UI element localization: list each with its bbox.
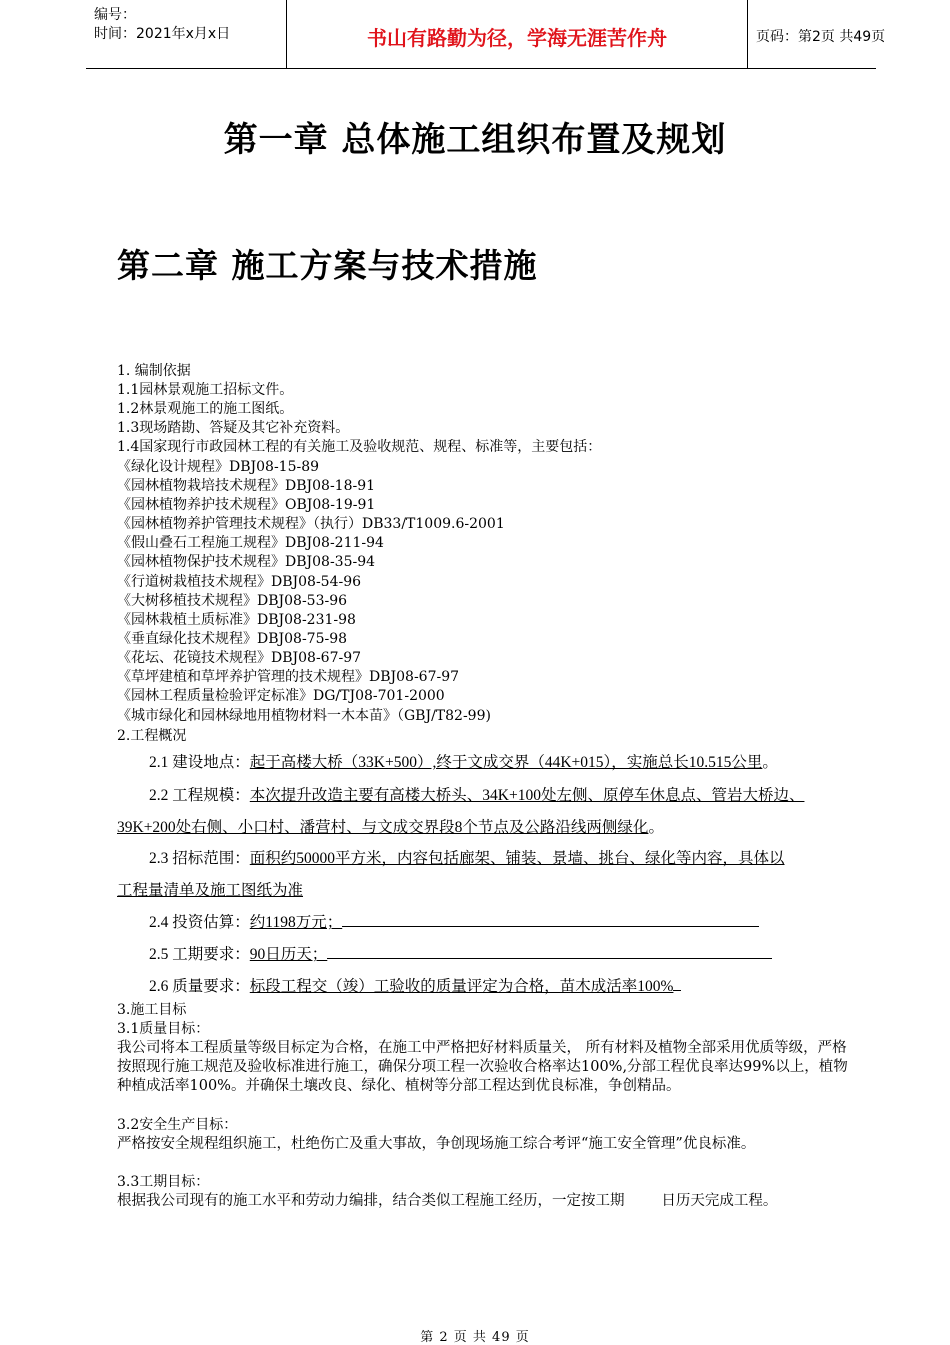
document-date-label: 时间：2021年x月x日 <box>94 26 231 42</box>
basis-item: 1.1园林景观施工招标文件。 <box>117 382 294 398</box>
basis-item: 1.3现场踏勘、答疑及其它补充资料。 <box>117 420 350 437</box>
header-info-cell <box>86 0 286 68</box>
basis-item: 《园林植物养护管理技术规程》（执行）DB33/T1009.6-2001 <box>117 516 505 533</box>
document-number-label: 编号： <box>94 7 136 23</box>
header-page-cell <box>746 0 886 68</box>
basis-item: 《假山叠石工程施工规程》DBJ08-211-94 <box>117 535 384 552</box>
basis-item: 《垂直绿化技术规程》DBJ08-75-98 <box>117 630 348 647</box>
scale-value-1: 本次提升改造主要有高楼大桥头、34K+100处左侧、原停车休息点、管岩大桥边、 <box>249 787 805 804</box>
scale-end: 。 <box>648 819 664 836</box>
schedule-goal-text: 根据我公司现有的施工水平和劳动力编排，结合类似工程施工经历，一定按工期 日历天完成工程。 <box>117 1193 778 1209</box>
quality-value: 标段工程交（竣）工验收的质量评定为合格，苗木成活率100% <box>249 978 674 995</box>
goals-heading: 3.施工目标 <box>117 1002 187 1018</box>
overview-period <box>117 939 849 971</box>
period-blank-line <box>327 942 772 959</box>
basis-item: 《绿化设计规程》DBJ08-15-89 <box>117 458 320 475</box>
safety-goal-text: 严格按安全规程组织施工，杜绝伤亡及重大事故，争创现场施工综合考评“施工安全管理”优良标准。 <box>117 1136 756 1152</box>
header-motto: 书山有路勤为径，学海无涯苦作舟 <box>367 26 667 50</box>
investment-label: 2.4 投资估算： <box>149 914 250 931</box>
page-header <box>86 0 886 69</box>
chapter-2-title: 第二章 施工方案与技术措施 <box>117 246 538 285</box>
basis-item: 《草坪建植和草坪养护管理的技术规程》DBJ08-67-97 <box>117 669 460 686</box>
location-end: 。 <box>762 754 778 771</box>
basis-item: 《花坛、花镜技术规程》DBJ08-67-97 <box>117 650 362 667</box>
basis-item: 《园林工程质量检验评定标准》DG/TJ08-701-2000 <box>117 688 445 705</box>
scope-label: 2.3 招标范围： <box>149 850 250 867</box>
basis-item: 《园林植物栽培技术规程》DBJ08-18-91 <box>117 477 376 494</box>
header-page-number: 页码：第2页 共49页 <box>756 29 886 45</box>
quality-goal-heading: 3.1质量目标： <box>117 1021 210 1037</box>
schedule-goal-heading: 3.3工期目标： <box>117 1174 210 1190</box>
overview-scope <box>117 843 849 907</box>
quality-blank-line <box>673 974 681 991</box>
scope-value-1: 面积约50000平方米，内容包括廊架、铺装、景墙、挑台、绿化等内容，具体以 <box>249 850 785 867</box>
chapter-1-title: 第一章 总体施工组织布置及规划 <box>223 120 727 160</box>
basis-item: 《园林栽植土质标准》DBJ08-231-98 <box>117 611 356 628</box>
basis-item: 《行道树栽植技术规程》DBJ08-54-96 <box>117 573 362 590</box>
scope-value-2: 工程量清单及施工图纸为准 <box>117 882 304 899</box>
basis-item: 《园林植物保护技术规程》DBJ08-35-94 <box>117 554 376 571</box>
header-motto-cell <box>286 0 748 68</box>
basis-item: 1.4国家现行市政园林工程的有关施工及验收规范、规程、标准等，主要包括： <box>117 439 602 456</box>
basis-item: 《城市绿化和园林绿地用植物材料一木本苗》（GBJ/T82-99) <box>117 707 491 724</box>
basis-heading: 1. 编制依据 <box>117 363 191 379</box>
overview-scale <box>117 780 849 844</box>
investment-blank-line <box>342 910 759 927</box>
location-label: 2.1 建设地点： <box>149 754 250 771</box>
overview-heading: 2.工程概况 <box>117 728 187 744</box>
safety-goal-heading: 3.2安全生产目标： <box>117 1117 238 1133</box>
scale-value-2: 39K+200处右侧、小口村、潘营村、与文成交界段8个节点及公路沿线两侧绿化 <box>117 819 649 836</box>
quality-goal-text: 我公司将本工程质量等级目标定为合格，在施工中严格把好材料质量关， 所有材料及植物全部采用优质等级，严格按照现行施工规范及验收标准进行施工，确保分项工程一次验收合格率达100%,分部工程优良率达99%以上，植物种植成活率100%。并确保土壤改良、绿化、植树等分部工程达到优良标准，争创精品。 <box>117 1040 848 1094</box>
period-value: 90日历天； <box>249 946 328 963</box>
overview-investment <box>117 907 849 939</box>
quality-label: 2.6 质量要求： <box>149 978 250 995</box>
page-footer: 第 2 页 共 49 页 <box>420 1330 530 1345</box>
scale-label: 2.2 工程规模： <box>149 787 250 804</box>
basis-item: 1.2林景观施工的施工图纸。 <box>117 401 294 418</box>
overview-location <box>117 747 849 779</box>
basis-item: 《大树移植技术规程》DBJ08-53-96 <box>117 592 348 609</box>
investment-value: 约1198万元； <box>249 914 343 931</box>
overview-quality <box>117 971 849 1003</box>
basis-item: 《园林植物养护技术规程》OBJ08-19-91 <box>117 496 376 513</box>
period-label: 2.5 工期要求： <box>149 946 250 963</box>
location-value: 起于高楼大桥（33K+500）,终于文成交界（44K+015），实施总长10.515公里 <box>249 754 763 771</box>
